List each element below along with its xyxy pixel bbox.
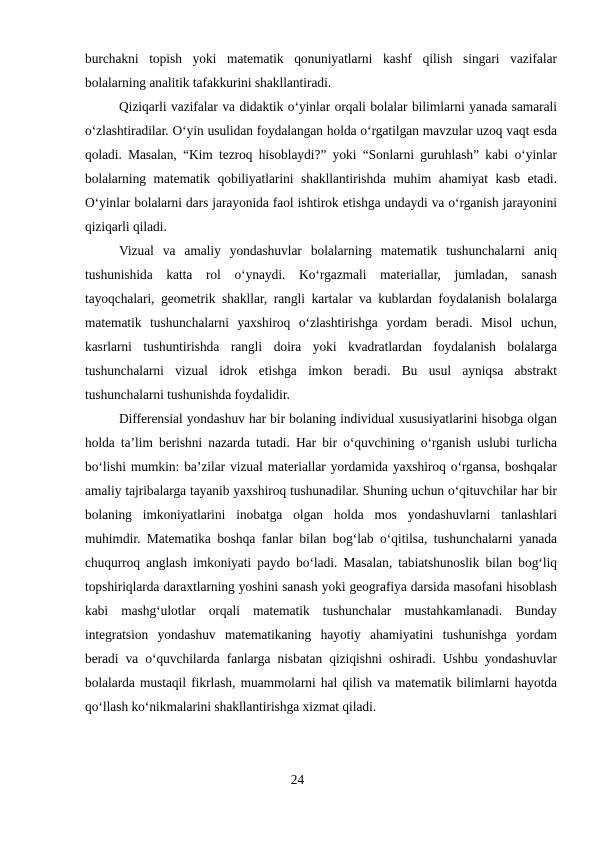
paragraph-2: Qiziqarli vazifalar va didaktik o‘yinlar orqali bolalar bilimlarni yanada samarali o‘zlashtiradilar. O‘yin usulidan foydalangan holda o‘rgatilgan mavzular uzoq vaqt esda qoladi. Masalan, “Kim tezroq hisoblaydi?” yoki “Sonlarni guruhlash” kabi o‘yinlar bolalarning matematik qobiliyatlarini shakllantirishda muhim ahamiyat kasb etadi. O‘yinlar bolalarni dars jarayonida faol ishtirok etishga undaydi va o‘rganish jarayonini qiziqarli qiladi. [85,99,557,234]
paragraph-3: Vizual va amaliy yondashuvlar bolalarning matematik tushunchalarni aniq tushunishida katta rol o‘ynaydi. Ko‘rgazmali materiallar, jumladan, sanash tayoqchalari, geometrik shakllar, rangli kartalar va kublardan foydalanish bolalarga matematik tushunchalarni yaxshiroq o‘zlashtirishga yordam beradi. Misol uchun, kasrlarni tushuntirishda rangli doira yoki kvadratlardan foydalanish bolalarga tushunchalarni vizual idrok etishga imkon beradi. Bu usul ayniqsa abstrakt tushunchalarni tushunishda foydalidir. [85,243,557,402]
paragraph-4: Differensial yondashuv har bir bolaning individual xususiyatlarini hisobga olgan holda ta’lim berishni nazarda tutadi. Har bir o‘quvchining o‘rganish uslubi turlicha bo‘lishi mumkin: ba’zilar vizual materiallar yordamida yaxshiroq o‘rgansa, boshqalar amaliy tajribalarga tayanib yaxshiroq tushunadilar. Shuning uchun o‘qituvchilar har bir bolaning imkoniyatlarini inobatga olgan holda mos yondashuvlarni tanlashlari muhimdir. Matematika boshqa fanlar bilan bog‘lab o‘qitilsa, tushunchalarni yanada chuqurroq anglash imkoniyati paydo bo‘ladi. Masalan, tabiatshunoslik bilan bog‘liq topshiriqlarda daraxtlarning yoshini sanash yoki geografiya darsida masofani hisoblash kabi mashg‘ulotlar orqali matematik tushunchalar mustahkamlanadi. Bunday integratsion yondashuv matematikaning hayotiy ahamiyatini tushunishga yordam beradi va o‘quvchilarda fanlarga nisbatan qiziqishni oshiradi. Ushbu yondashuvlar bolalarda mustaqil fikrlash, muammolarni hal qilish va matematik bilimlarni hayotda qo‘llash ko‘nikmalarini shakllantirishga xizmat qiladi. [85,411,557,714]
page-number: 24 [290,772,305,787]
body-text [85,47,557,719]
paragraph-1: burchakni topish yoki matematik qonuniyatlarni kashf qilish singari vazifalar bolalarning analitik tafakkurini shakllantiradi. [85,51,557,90]
